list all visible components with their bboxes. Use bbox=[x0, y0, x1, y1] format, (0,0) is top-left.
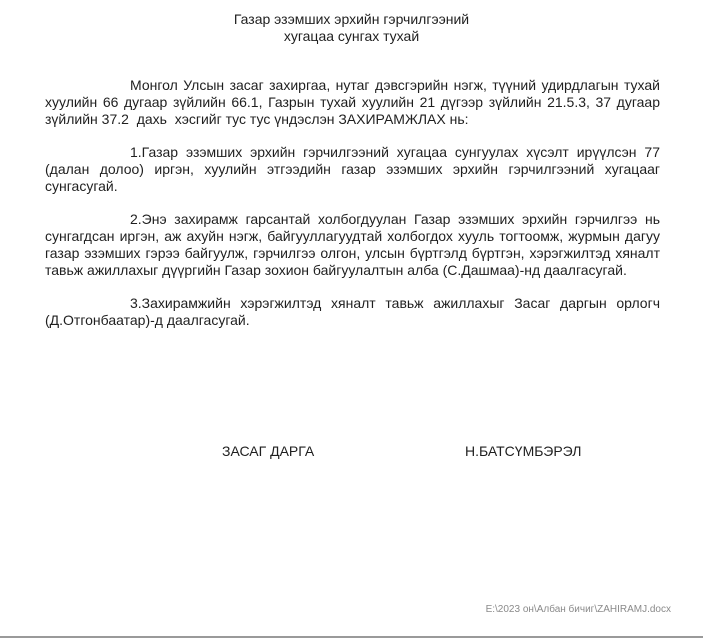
document-body bbox=[45, 77, 664, 345]
title-line-1: Газар эзэмших эрхийн гэрчилгээний bbox=[233, 11, 470, 27]
signature-name: Н.БАТСҮМБЭРЭЛ bbox=[465, 443, 582, 459]
signature-row bbox=[0, 443, 703, 460]
signature-role: ЗАСАГ ДАРГА bbox=[222, 443, 315, 459]
paragraph-item-2: 2.Энэ захирамж гарсантай холбогдуулан Газар эзэмших эрхийн гэрчилгээ нь сунгагдсан иргэн, аж ахуйн нэгж, байгууллагуудтай холбогдох хууль тогтоомж, журмын дагуу газар эзэмших гэрээ байгуулж, гэрчилгээ олгон, улсын бүртгэлд бүртгэн, хэрэгжилтэд хяналт тавьж ажиллахыг дүүргийн Газар зохион байгуулалтын алба (С.Дашмаа)-нд даалгасугай. bbox=[45, 211, 664, 278]
paragraph-preamble: Монгол Улсын засаг захиргаа, нутаг дэвсгэрийн нэгж, түүний удирдлагын тухай хуулийн 66 дугаар зүйлийн 66.1, Газрын тухай хуулийн 21 дүгээр зүйлийн 21.5.3, 37 дугаар зүйлийн 37.2 дахь хэсгийг тус тус үндэслэн ЗАХИРАМЖЛАХ нь: bbox=[45, 77, 664, 127]
bottom-rule bbox=[0, 636, 703, 638]
paragraph-item-3: 3.Захирамжийн хэрэгжилтэд хяналт тавьж ажиллахыг Засаг даргын орлогч (Д.Отгонбаатар)-д даалгасугай. bbox=[45, 295, 664, 328]
file-path-footer: E:\2023 он\Албан бичиг\ZAHIRAMJ.docx bbox=[485, 604, 671, 615]
title-line-2: хугацаа сунгах тухай bbox=[283, 28, 420, 44]
paragraph-item-1: 1.Газар эзэмших эрхийн гэрчилгээний хугацаа сунгуулах хүсэлт ирүүлсэн 77 (далан долоо) иргэн, хуулийн этгээдийн газар эзэмших эрхийн гэрчилгээний хугацааг сунгасугай. bbox=[45, 144, 664, 194]
document-title bbox=[0, 11, 703, 45]
